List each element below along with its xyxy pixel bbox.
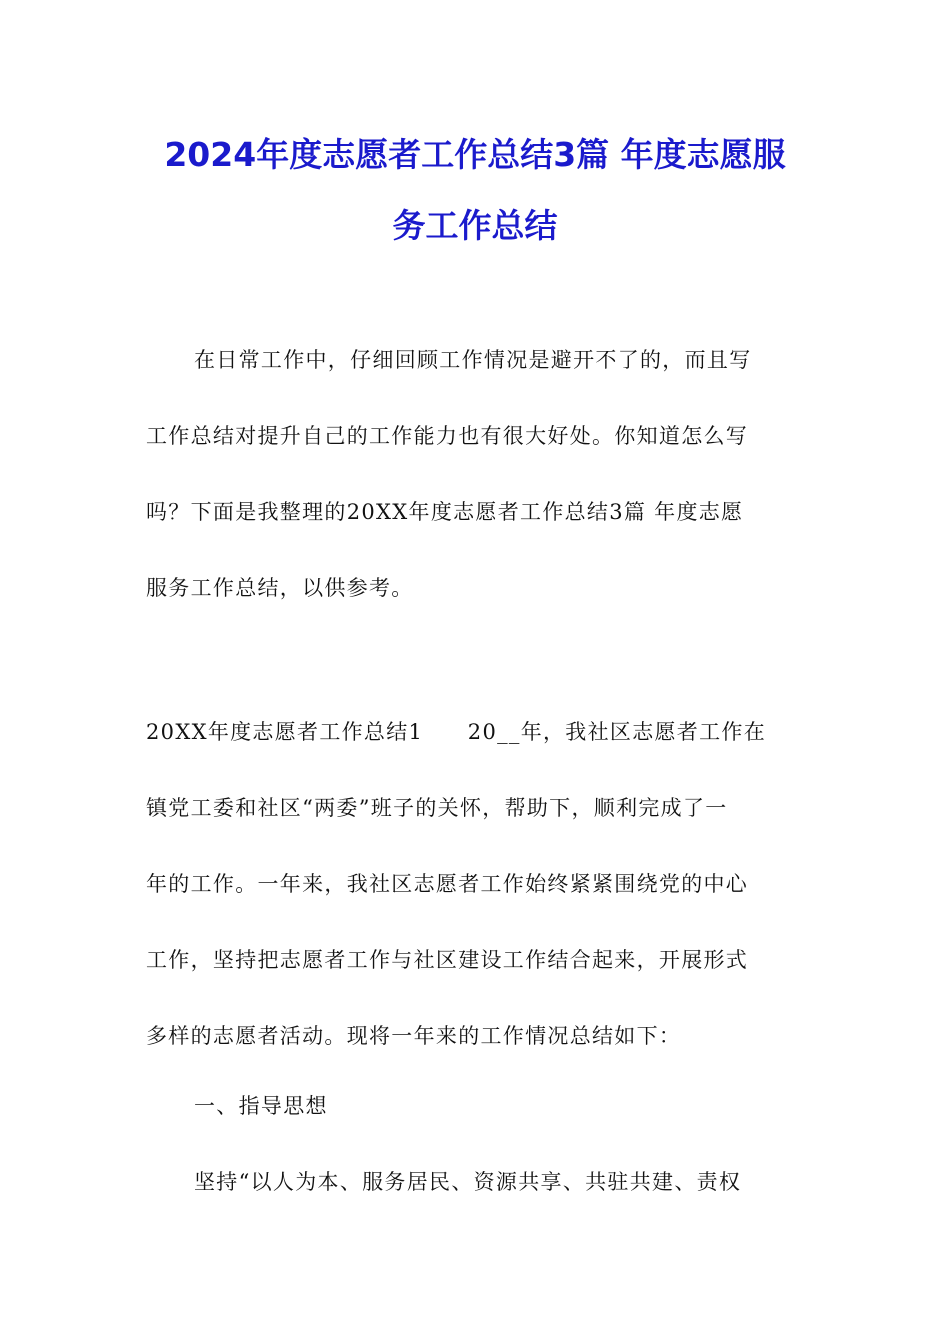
summary-line: 20XX年度志愿者工作总结1 20__年，我社区志愿者工作在 [146, 720, 767, 744]
summary-line: 年的工作。一年来，我社区志愿者工作始终紧紧围绕党的中心 [146, 872, 749, 896]
section-heading-text: 一、指导思想 [194, 1094, 328, 1118]
intro-line: 在日常工作中，仔细回顾工作情况是避开不了的，而且写 [194, 348, 752, 372]
intro-line: 吗？下面是我整理的20XX年度志愿者工作总结3篇 年度志愿 [146, 500, 744, 524]
intro-line: 工作总结对提升自己的工作能力也有很大好处。你知道怎么写 [146, 424, 749, 448]
section-heading [146, 1068, 806, 1144]
summary-line: 工作，坚持把志愿者工作与社区建设工作结合起来，开展形式 [146, 948, 749, 972]
document-title-line-1: 2024年度志愿者工作总结3篇 年度志愿服 [164, 135, 786, 174]
section-line: 坚持“以人为本、服务居民、资源共享、共驻共建、责权 [194, 1170, 742, 1194]
section-paragraph [146, 1144, 806, 1220]
document-title-line-2: 务工作总结 [392, 206, 558, 245]
intro-line: 服务工作总结，以供参考。 [146, 576, 414, 600]
summary-line: 镇党工委和社区“两委”班子的关怀，帮助下，顺利完成了一 [146, 796, 728, 820]
summary-paragraph [146, 694, 806, 1074]
intro-paragraph [146, 322, 806, 626]
summary-line: 多样的志愿者活动。现将一年来的工作情况总结如下： [146, 1024, 682, 1048]
